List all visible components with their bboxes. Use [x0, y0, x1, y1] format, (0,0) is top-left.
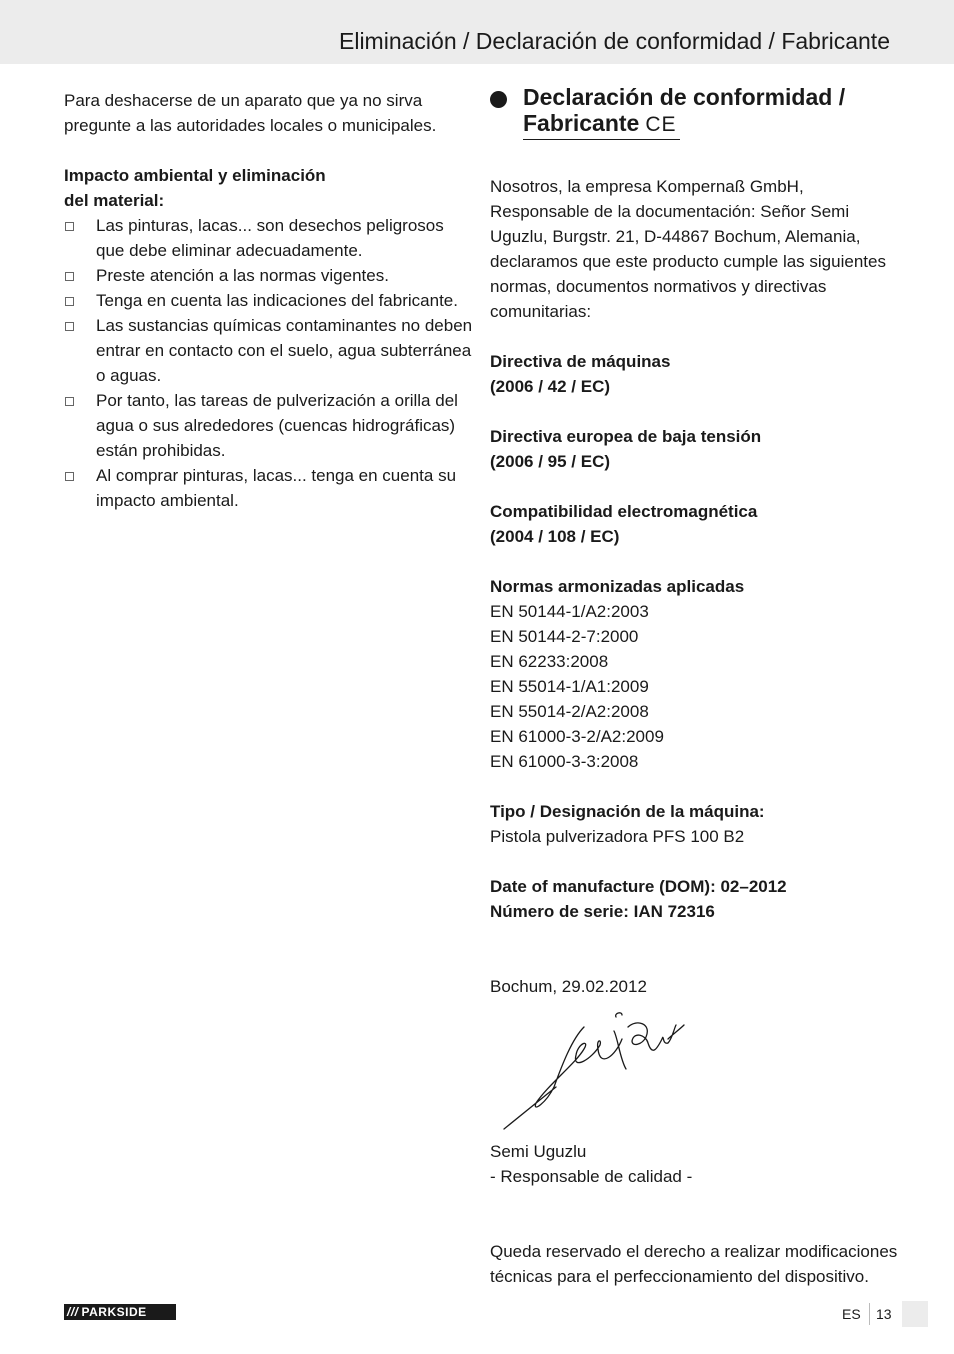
- norm-item: EN 50144-1/A2:2003: [490, 602, 649, 621]
- list-item: Al comprar pinturas, lacas... tenga en cuenta su impacto ambiental.: [64, 463, 474, 513]
- bullet-dot-icon: [490, 91, 507, 108]
- left-column: [64, 88, 474, 513]
- list-item: Las sustancias químicas contaminantes no deben entrar en contacto con el suelo, agua subterránea o aguas.: [64, 313, 474, 388]
- env-heading-line1: Impacto ambiental y eliminación: [64, 166, 326, 185]
- place-date: Bochum, 29.02.2012: [490, 977, 647, 996]
- list-item: Preste atención a las normas vigentes.: [64, 263, 474, 288]
- directive-machines: Directiva de máquinas (2006 / 42 / EC): [490, 352, 671, 396]
- page-number: 13: [876, 1306, 892, 1322]
- heading-line2: Fabricante CE: [523, 110, 677, 136]
- footer-divider: [869, 1303, 870, 1325]
- serial-number: Número de serie: IAN 72316: [490, 902, 715, 921]
- env-heading-line2: del material:: [64, 191, 165, 210]
- machine-type: [490, 799, 900, 849]
- signature-image: [496, 999, 696, 1139]
- norm-item: EN 61000-3-3:2008: [490, 752, 639, 771]
- norm-item: EN 62233:2008: [490, 652, 609, 671]
- norm-item: EN 50144-2-7:2000: [490, 627, 639, 646]
- list-item: Tenga en cuenta las indicaciones del fabricante.: [64, 288, 474, 313]
- parkside-logo: /// PARKSIDE: [64, 1304, 176, 1320]
- checkbox-bullet-icon: [65, 272, 74, 281]
- footer-tab: [902, 1301, 928, 1327]
- ce-mark-icon: CE: [645, 113, 677, 136]
- norm-item: EN 55014-2/A2:2008: [490, 702, 649, 721]
- list-item: Por tanto, las tareas de pulverización a orilla del agua o sus alrededores (cuencas hidrográficas) están prohibidas.: [64, 388, 474, 463]
- manufacture-info: [490, 874, 900, 924]
- directive-low-voltage: Directiva europea de baja tensión (2006 / 95 / EC): [490, 427, 762, 471]
- dom-text: Date of manufacture (DOM): 02–2012: [490, 877, 787, 896]
- heading-underline: [523, 139, 680, 140]
- norm-item: EN 61000-3-2/A2:2009: [490, 727, 664, 746]
- norm-item: EN 55014-1/A1:2009: [490, 677, 649, 696]
- checkbox-bullet-icon: [65, 397, 74, 406]
- signer-role: - Responsable de calidad -: [490, 1167, 693, 1186]
- checkbox-bullet-icon: [65, 472, 74, 481]
- language-code: ES: [842, 1306, 861, 1322]
- checkbox-bullet-icon: [65, 222, 74, 231]
- signer-name: Semi Uguzlu: [490, 1142, 587, 1161]
- norms-heading: Normas armonizadas aplicadas: [490, 577, 745, 596]
- heading-line1: Declaración de conformidad /: [523, 84, 846, 110]
- checkbox-bullet-icon: [65, 297, 74, 306]
- harmonized-norms: [490, 574, 900, 774]
- section-heading: [490, 84, 900, 140]
- directive-emc: Compatibilidad electromagnética (2004 / 108 / EC): [490, 502, 758, 546]
- header-band: [0, 0, 954, 64]
- env-bullet-list: [64, 213, 474, 513]
- checkbox-bullet-icon: [65, 322, 74, 331]
- disposal-intro: Para deshacerse de un aparato que ya no sirva pregunte a las autoridades locales o municipales.: [64, 91, 437, 135]
- type-value: Pistola pulverizadora PFS 100 B2: [490, 827, 745, 846]
- list-item: Las pinturas, lacas... son desechos peligrosos que debe eliminar adecuadamente.: [64, 213, 474, 263]
- right-column: [490, 84, 900, 1289]
- type-heading: Tipo / Designación de la máquina:: [490, 802, 765, 821]
- declaration-text: Nosotros, la empresa Kompernaß GmbH, Responsable de la documentación: Señor Semi Uguzlu, Burgstr. 21, D-44867 Bochum, Alemania, declaramos que este producto cumple las siguientes normas, documentos normativos y directivas comunitarias:: [490, 177, 886, 321]
- reservation-text: Queda reservado el derecho a realizar modificaciones técnicas para el perfeccionamiento del dispositivo.: [490, 1242, 898, 1286]
- page-title: Eliminación / Declaración de conformidad / Fabricante: [339, 28, 890, 54]
